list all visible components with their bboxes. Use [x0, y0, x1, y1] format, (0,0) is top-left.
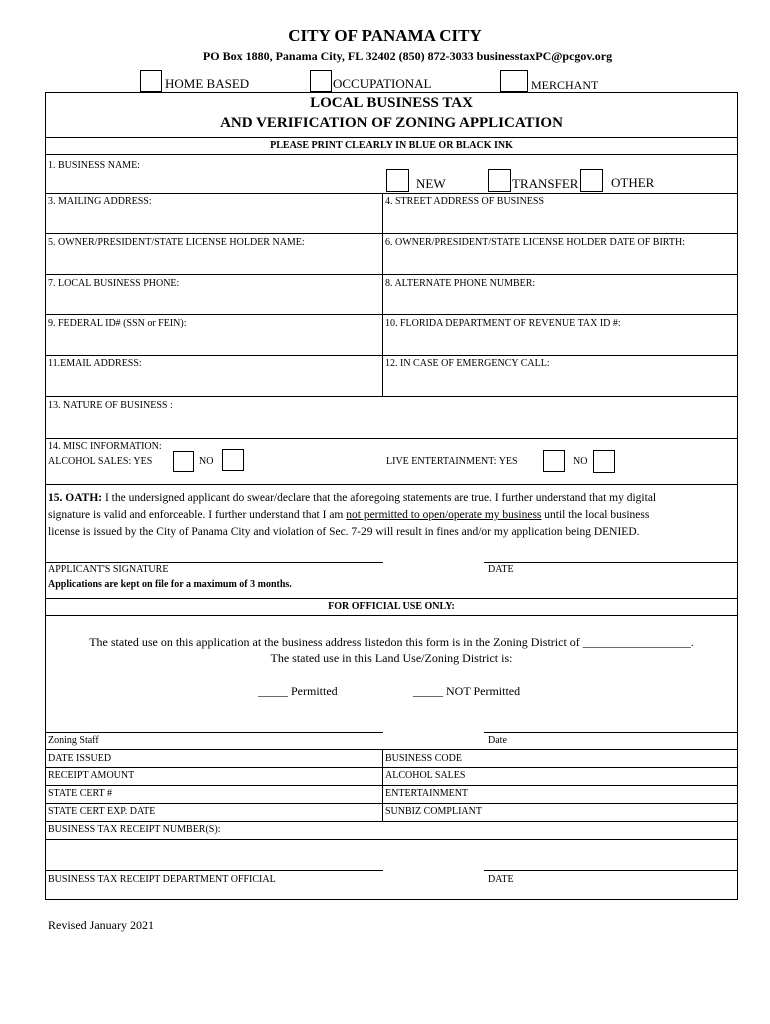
- file-retention-note: Applications are kept on file for a maximum of 3 months.: [48, 579, 292, 590]
- live-ent-no-label: NO: [573, 456, 588, 467]
- owner-dob-label: 6. OWNER/PRESIDENT/STATE LICENSE HOLDER DATE OF BIRTH:: [385, 237, 685, 248]
- sunbiz-label: SUNBIZ COMPLIANT: [385, 806, 482, 817]
- oath-text-2a: signature is valid and enforceable. I further understand that I am: [48, 509, 347, 521]
- oath-label: 15. OATH:: [48, 492, 103, 504]
- alcohol-no-checkbox[interactable]: [222, 449, 244, 471]
- email-label: 11.EMAIL ADDRESS:: [48, 358, 142, 369]
- form-title-line2: AND VERIFICATION OF ZONING APPLICATION: [220, 115, 563, 131]
- permitted-option[interactable]: _____ Permitted: [258, 684, 338, 698]
- business-code-label: BUSINESS CODE: [385, 753, 462, 764]
- street-address-label: 4. STREET ADDRESS OF BUSINESS: [385, 196, 545, 207]
- misc-label: 14. MISC INFORMATION:: [48, 441, 162, 452]
- home-based-checkbox[interactable]: [140, 70, 162, 92]
- live-ent-no-checkbox[interactable]: [593, 450, 615, 473]
- alcohol-yes-checkbox[interactable]: [173, 451, 194, 472]
- merchant-checkbox[interactable]: [500, 70, 528, 92]
- owner-name-label: 5. OWNER/PRESIDENT/STATE LICENSE HOLDER NAME:: [48, 237, 305, 248]
- state-cert-exp-label: STATE CERT EXP. DATE: [48, 806, 156, 817]
- zoning-statement: The stated use on this application at the business address listedon this form is in the Zoning District of __________________.: [89, 635, 694, 649]
- other-checkbox[interactable]: [580, 169, 603, 192]
- oath-text-3: license is issued by the City of Panama City and violation of Sec. 7-29 will result in fines and/or my application being DENIED.: [48, 526, 640, 538]
- city-address: PO Box 1880, Panama City, FL 32402 (850) 872-3033 businesstaxPC@pcgov.org: [202, 49, 613, 63]
- live-entertainment-label: LIVE ENTERTAINMENT: YES: [386, 456, 518, 467]
- official-use-header: FOR OFFICIAL USE ONLY:: [328, 601, 455, 612]
- business-name-label: 1. BUSINESS NAME:: [48, 160, 140, 171]
- other-label: OTHER: [611, 175, 655, 190]
- alt-phone-label: 8. ALTERNATE PHONE NUMBER:: [385, 278, 536, 289]
- local-phone-label: 7. LOCAL BUSINESS PHONE:: [48, 278, 180, 289]
- not-permitted-option[interactable]: _____ NOT Permitted: [413, 684, 521, 698]
- oath-paragraph: [48, 490, 738, 541]
- land-use-statement: The stated use in this Land Use/Zoning District is:: [270, 651, 513, 665]
- alcohol-label: ALCOHOL SALES: YES: [48, 456, 153, 467]
- state-cert-label: STATE CERT #: [48, 788, 112, 799]
- receipt-amount-label: RECEIPT AMOUNT: [48, 770, 135, 781]
- nature-label: 13. NATURE OF BUSINESS :: [48, 400, 173, 411]
- ink-instruction: PLEASE PRINT CLEARLY IN BLUE OR BLACK INK: [270, 140, 513, 151]
- fl-tax-id-label: 10. FLORIDA DEPARTMENT OF REVENUE TAX ID #:: [385, 318, 621, 329]
- new-label: NEW: [416, 176, 446, 191]
- zoning-staff-label: Zoning Staff: [48, 735, 99, 746]
- dept-official-label: BUSINESS TAX RECEIPT DEPARTMENT OFFICIAL: [48, 874, 276, 885]
- entertainment-label: ENTERTAINMENT: [385, 788, 469, 799]
- oath-text-1: I the undersigned applicant do swear/declare that the aforegoing statements are true. I further understand that my digital: [102, 492, 657, 504]
- official-date-label: DATE: [488, 874, 514, 885]
- applicant-signature-label: APPLICANT'S SIGNATURE: [48, 564, 169, 575]
- emergency-label: 12. IN CASE OF EMERGENCY CALL:: [385, 358, 550, 369]
- merchant-label: MERCHANT: [531, 78, 599, 92]
- federal-id-label: 9. FEDERAL ID# (SSN or FEIN):: [48, 318, 187, 329]
- transfer-checkbox[interactable]: [488, 169, 511, 192]
- transfer-label: TRANSFER: [512, 176, 579, 191]
- revised-date: Revised January 2021: [48, 918, 154, 932]
- form-title-line1: LOCAL BUSINESS TAX: [310, 95, 473, 111]
- oath-underlined: not permitted to open/operate my business: [346, 509, 542, 521]
- live-ent-yes-checkbox[interactable]: [543, 450, 565, 472]
- alcohol-sales-label: ALCOHOL SALES: [385, 770, 466, 781]
- oath-text-2b: until the local business: [541, 509, 650, 521]
- receipt-numbers-label: BUSINESS TAX RECEIPT NUMBER(S):: [48, 824, 221, 835]
- new-checkbox[interactable]: [386, 169, 409, 192]
- occupational-label: OCCUPATIONAL: [333, 76, 432, 91]
- occupational-checkbox[interactable]: [310, 70, 332, 92]
- zoning-date-label: Date: [488, 735, 507, 746]
- date-issued-label: DATE ISSUED: [48, 753, 112, 764]
- home-based-label: HOME BASED: [165, 76, 250, 91]
- city-title: CITY OF PANAMA CITY: [288, 26, 482, 45]
- signature-date-label: DATE: [488, 564, 514, 575]
- mailing-address-label: 3. MAILING ADDRESS:: [48, 196, 152, 207]
- alcohol-no-label: NO: [199, 456, 214, 467]
